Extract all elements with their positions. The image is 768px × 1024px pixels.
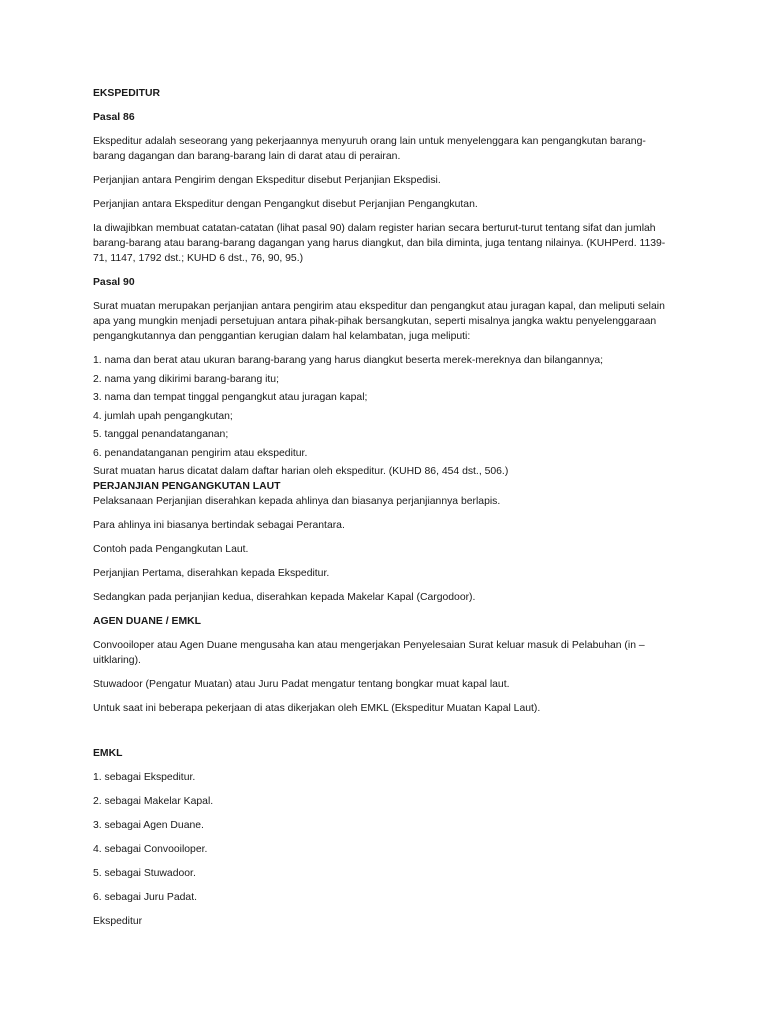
list-item: 6. sebagai Juru Padat. [93,892,197,903]
document-title: EKSPEDITUR [93,88,160,99]
document-page [93,86,673,938]
pasal-86-heading: Pasal 86 [93,112,135,123]
list-item: 1. sebagai Ekspeditur. [93,772,196,783]
list-item: 5. sebagai Stuwadoor. [93,868,196,879]
paragraph: Perjanjian antara Pengirim dengan Ekspeditur disebut Perjanjian Ekspedisi. [93,175,441,186]
list-item: 1. nama dan berat atau ukuran barang-barang yang harus diangkut beserta merek-mereknya dan bilangannya; [93,355,604,366]
paragraph: Perjanjian antara Ekspeditur dengan Pengangkut disebut Perjanjian Pengangkutan. [93,199,478,210]
list-item: 3. sebagai Agen Duane. [93,820,204,831]
paragraph: Ekspeditur [93,916,143,927]
paragraph: Contoh pada Pengangkutan Laut. [93,544,249,555]
section-spacer [93,725,673,746]
paragraph: Surat muatan merupakan perjanjian antara pengirim atau ekspeditur dan pengangkut atau juragan kapal, dan meliputi selain apa yang mungkin menjadi persetujuan antara pihak-pihak bersangkutan, seperti misalnya jangka waktu penyelenggaraan pengangkutannya dan penggantian kerugian dalam hal kelambatan, juga meliputi: [93,301,665,342]
paragraph: Ia diwajibkan membuat catatan-catatan (lihat pasal 90) dalam register harian secara berturut-turut tentang sifat dan jumlah barang-barang atau barang-barang dagangan yang harus diangkut, dan bila diminta, juga tentang nilainya. (KUHPerd. 1139-71, 1147, 1792 dst.; KUHD 6 dst., 76, 90, 95.) [93,223,666,264]
paragraph: Convooiloper atau Agen Duane mengusaha kan atau mengerjakan Penyelesaian Surat keluar masuk di Pelabuhan (in – uitklaring). [93,640,645,666]
paragraph: Surat muatan harus dicatat dalam daftar harian oleh ekspeditur. (KUHD 86, 454 dst., 506.) [93,466,509,477]
paragraph: Ekspeditur adalah seseorang yang pekerjaannya menyuruh orang lain untuk menyelenggara kan pengangkutan barang-barang dagangan dan barang-barang lain di darat atau di perairan. [93,136,646,162]
list-item: 2. sebagai Makelar Kapal. [93,796,214,807]
agen-heading: AGEN DUANE / EMKL [93,616,201,627]
paragraph: Sedangkan pada perjanjian kedua, diserahkan kepada Makelar Kapal (Cargodoor). [93,592,476,603]
emkl-heading: EMKL [93,748,123,759]
paragraph: Perjanjian Pertama, diserahkan kepada Ekspeditur. [93,568,330,579]
paragraph: Untuk saat ini beberapa pekerjaan di atas dikerjakan oleh EMKL (Ekspeditur Muatan Kapal Laut). [93,703,541,714]
paragraph: Stuwadoor (Pengatur Muatan) atau Juru Padat mengatur tentang bongkar muat kapal laut. [93,679,510,690]
list-item: 3. nama dan tempat tinggal pengangkut atau juragan kapal; [93,392,368,403]
paragraph: Pelaksanaan Perjanjian diserahkan kepada ahlinya dan biasanya perjanjiannya berlapis. [93,496,501,507]
list-item: 5. tanggal penandatanganan; [93,429,229,440]
pasal-90-heading: Pasal 90 [93,277,135,288]
laut-heading: PERJANJIAN PENGANGKUTAN LAUT [93,481,281,492]
paragraph: Para ahlinya ini biasanya bertindak sebagai Perantara. [93,520,345,531]
list-item: 2. nama yang dikirimi barang-barang itu; [93,373,279,385]
list-item: 4. sebagai Convooiloper. [93,844,208,855]
list-item: 6. penandatanganan pengirim atau ekspeditur. [93,447,308,459]
list-item: 4. jumlah upah pengangkutan; [93,410,233,422]
